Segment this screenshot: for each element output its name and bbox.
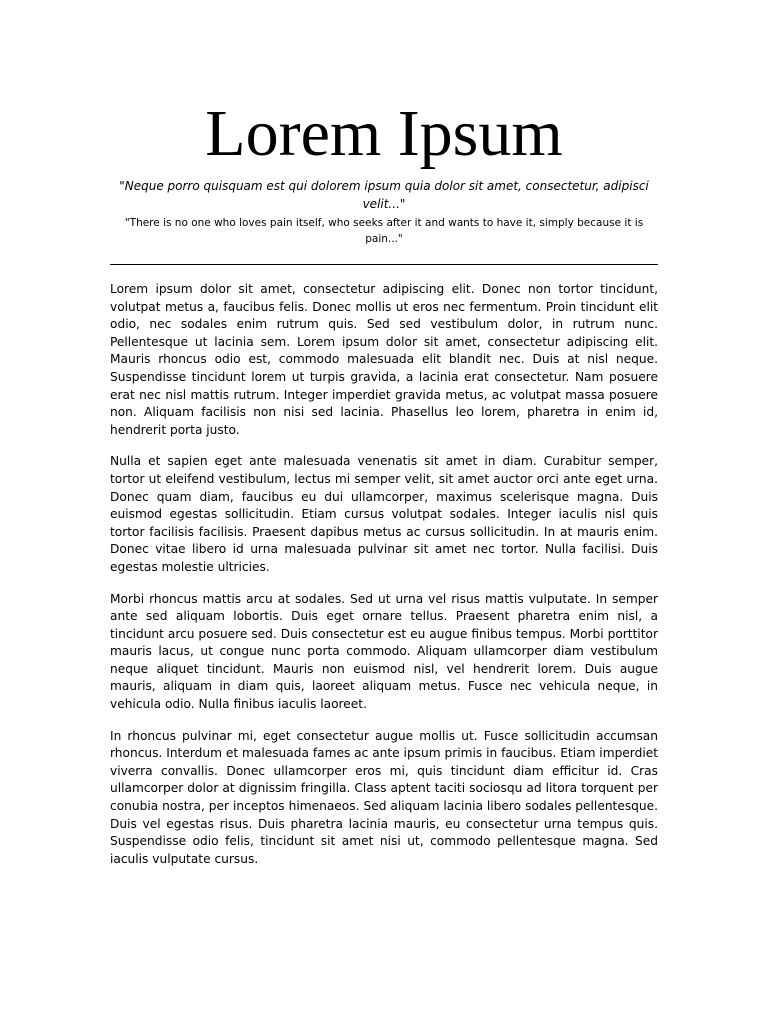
horizontal-divider — [110, 264, 658, 265]
english-quote: "There is no one who loves pain itself, who seeks after it and wants to have it, simply because it is pain..." — [124, 217, 644, 245]
document-body — [110, 281, 658, 882]
body-paragraph-1: Lorem ipsum dolor sit amet, consectetur adipiscing elit. Donec non tortor tincidunt, volutpat metus a, faucibus felis. Donec mollis ut eros nec fermentum. Proin tincidunt elit odio, nec sodales enim rutrum quis. Sed sed vestibulum dolor, in rutrum nunc. Pellentesque ut lacinia sem. Lorem ipsum dolor sit amet, consectetur adipiscing elit. Mauris rhoncus odio est, commodo malesuada elit blandit nec. Duis at nisl neque. Suspendisse tincidunt lorem ut turpis gravida, a lacinia erat consectetur. Nam posuere erat nec nisl mattis rutrum. Integer imperdiet gravida metus, ac volutpat massa posuere non. Aliquam facilisis non nisi sed lacinia. Phasellus leo lorem, pharetra in enim id, hendrerit porta justo. — [110, 282, 658, 437]
body-paragraph-4: In rhoncus pulvinar mi, eget consectetur augue mollis ut. Fusce sollicitudin accumsan rhoncus. Interdum et malesuada fames ac ante ipsum primis in faucibus. Etiam imperdiet viverra convallis. Donec ullamcorper eros mi, quis tincidunt diam efficitur id. Cras ullamcorper dolor at dignissim fringilla. Class aptent taciti sociosqu ad litora torquent per conubia nostra, per inceptos himenaeos. Sed aliquam lacinia libero sodales pellentesque. Duis vel egestas risus. Duis pharetra lacinia mauris, eu consectetur urna tempus quis. Suspendisse odio felis, tincidunt sit amet nisi ut, commodo pellentesque magna. Sed iaculis vulputate cursus. — [110, 728, 658, 866]
document-title: Lorem Ipsum — [205, 97, 563, 170]
body-paragraph-2: Nulla et sapien eget ante malesuada venenatis sit amet in diam. Curabitur semper, tortor ut eleifend vestibulum, lectus mi semper velit, sit amet auctor orci ante eget urna. Donec quam diam, faucibus eu dui ullamcorper, maximus scelerisque magna. Duis euismod egestas sollicitudin. Etiam cursus volutpat sodales. Integer iaculis nisl quis tortor facilisis facilisis. Praesent dapibus metus ac cursus sollicitudin. In at mauris enim. Donec vitae libero id urna malesuada pulvinar sit amet nec tortor. Nulla facilisi. Duis egestas molestie ultricies. — [110, 454, 658, 574]
latin-quote: "Neque porro quisquam est qui dolorem ipsum quia dolor sit amet, consectetur, adipisci velit..." — [119, 179, 649, 211]
body-paragraph-3: Morbi rhoncus mattis arcu at sodales. Sed ut urna vel risus mattis vulputate. In semper ante sed aliquam lobortis. Duis eget ornare tellus. Praesent pharetra enim nisl, a tincidunt arcu posuere sed. Duis consectetur est eu augue finibus tempus. Morbi porttitor mauris lacus, ut congue nunc porta commodo. Aliquam ullamcorper diam vestibulum neque aliquet tincidunt. Mauris non euismod nisl, vel hendrerit lorem. Duis augue mauris, aliquam in diam quis, laoreet aliquam metus. Fusce nec vehicula neque, in vehicula odio. Nulla finibus iaculis laoreet. — [110, 591, 658, 712]
